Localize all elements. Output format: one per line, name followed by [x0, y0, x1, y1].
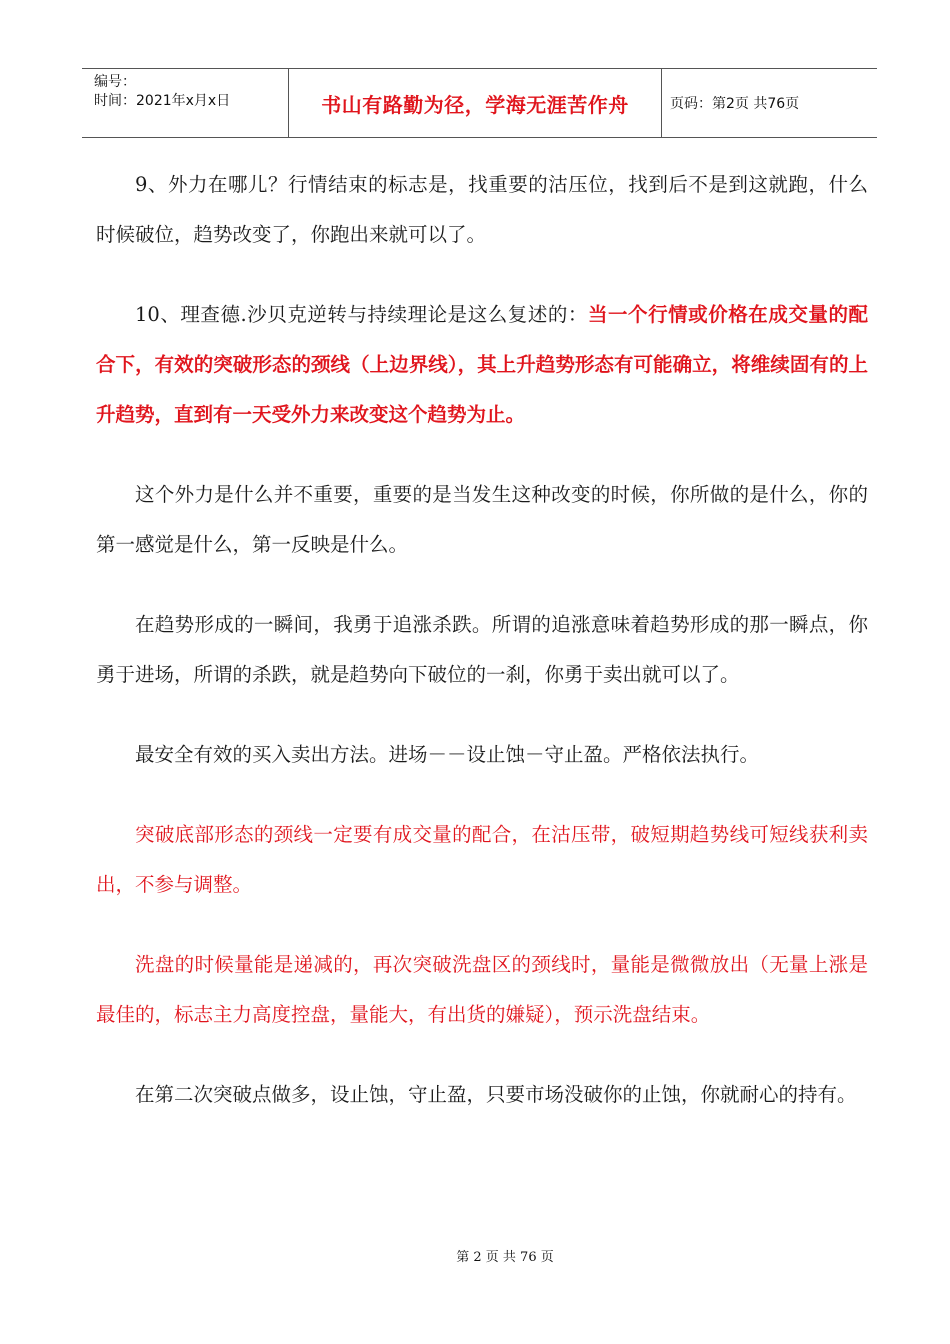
paragraph-second-breakout: 在第二次突破点做多，设止蚀，守止盈，只要市场没破你的止蚀，你就耐心的持有。	[135, 1083, 857, 1106]
page-footer: 第 2 页 共 76 页	[456, 1250, 554, 1265]
header-meta	[82, 69, 288, 137]
paragraph-10-lead: 10、理查德.沙贝克逆转与持续理论是这么复述的：	[135, 303, 588, 326]
paragraph-trend-moment: 在趋势形成的一瞬间，我勇于追涨杀跌。所谓的追涨意味着趋势形成的那一瞬点，你勇于进场，所谓的杀跌，就是趋势向下破位的一刹，你勇于卖出就可以了。	[96, 613, 868, 686]
paragraph-external-force: 这个外力是什么并不重要，重要的是当发生这种改变的时候，你所做的是什么，你的第一感觉是什么，第一反映是什么。	[96, 483, 868, 556]
document-body	[96, 160, 868, 1150]
page-header	[82, 68, 877, 138]
serial-label: 编号：	[94, 74, 136, 90]
header-motto: 书山有路勤为径，学海无涯苦作舟	[288, 69, 662, 137]
paragraph-9: 9、外力在哪儿？行情结束的标志是，找重要的沽压位，找到后不是到这就跑，什么时候破位，趋势改变了，你跑出来就可以了。	[96, 173, 868, 246]
paragraph-washout: 洗盘的时候量能是递减的，再次突破洗盘区的颈线时，量能是微微放出（无量上涨是最佳的，标志主力高度控盘，量能大，有出货的嫌疑），预示洗盘结束。	[96, 953, 868, 1026]
paragraph-10-highlight: 当一个行情或价格在成交量的配合下，有效的突破形态的颈线（上边界线），其上升趋势形态有可能确立，将维续固有的上升趋势，直到有一天受外力来改变这个趋势为止。	[96, 303, 868, 426]
paragraph-10	[96, 290, 868, 440]
header-page-label: 页码：第2页 共76页	[670, 96, 800, 112]
time-label: 时间：2021年x月x日	[94, 93, 231, 109]
paragraph-safe-method: 最安全有效的买入卖出方法。进场－－设止蚀－守止盈。严格依法执行。	[135, 743, 760, 766]
paragraph-neckline-volume: 突破底部形态的颈线一定要有成交量的配合，在沽压带，破短期趋势线可短线获利卖出，不参与调整。	[96, 823, 868, 896]
